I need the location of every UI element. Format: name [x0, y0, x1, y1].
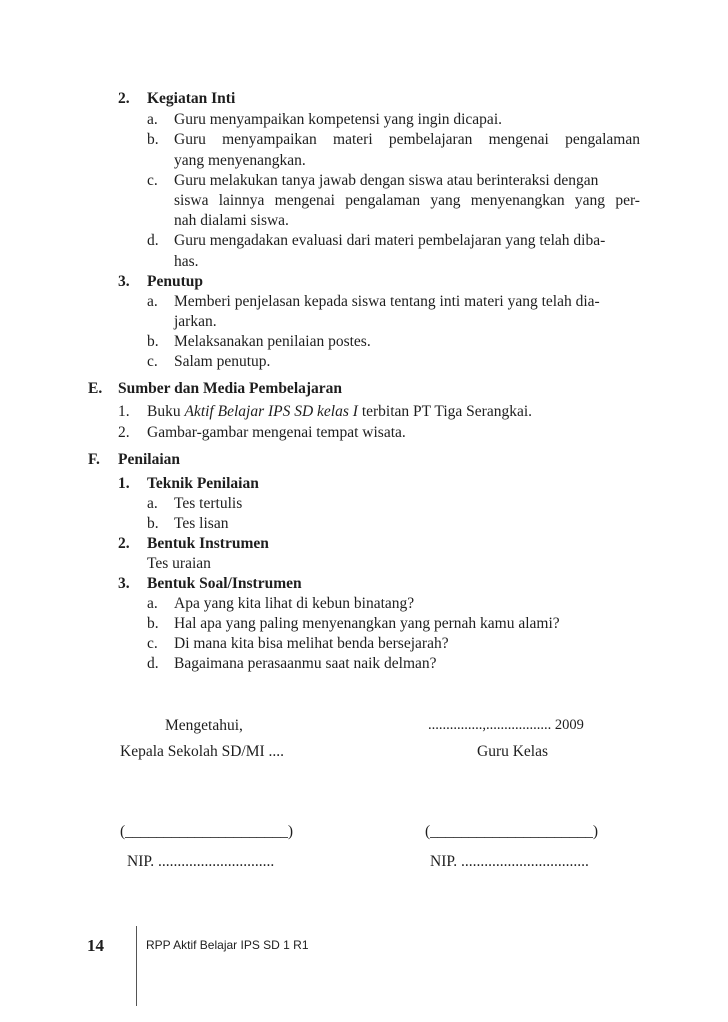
soal-item-d-letter: d. [147, 655, 159, 672]
word: mengenai [488, 131, 549, 148]
page-number: 14 [87, 936, 104, 955]
section-e-letter: E. [88, 380, 103, 397]
penutup-item-a-text: Memberi penjelasan kepada siswa tentang inti materi yang telah dia- [174, 293, 600, 310]
sumber-item-2-text: Gambar-gambar mengenai tempat wisata. [147, 424, 406, 441]
soal-number: 3. [118, 575, 130, 592]
word: menyenangkan [470, 192, 565, 209]
teknik-item-b-text: Tes lisan [174, 515, 229, 532]
signature-name-line-left: (_____________________) [120, 823, 294, 840]
word: per- [615, 192, 640, 209]
sumber-item-1-before: Buku [147, 403, 185, 420]
section-e-heading: Sumber dan Media Pembelajaran [118, 380, 343, 397]
bentuk-heading: Bentuk Instrumen [147, 535, 269, 552]
word: pengalaman [345, 192, 421, 209]
penutup-item-c-text: Salam penutup. [174, 353, 271, 370]
bentuk-text: Tes uraian [147, 555, 211, 572]
word: yang [430, 192, 461, 209]
word: siswa [174, 192, 209, 209]
soal-item-c-letter: c. [147, 635, 158, 652]
word: mengenai [274, 192, 335, 209]
signature-nip-right: NIP. ................................. [430, 853, 589, 870]
teknik-item-a-letter: a. [147, 495, 158, 512]
book-title: Aktif Belajar IPS SD kelas I [184, 403, 358, 420]
footer-title: RPP Aktif Belajar IPS SD 1 R1 [146, 938, 309, 952]
signature-date: ...............,.................. 2009 [428, 717, 584, 733]
soal-item-d-text: Bagaimana perasaanmu saat naik delman? [174, 655, 437, 672]
sumber-item-1-after: terbitan PT Tiga Serangkai. [357, 403, 533, 420]
inti-item-b-letter: b. [147, 131, 159, 148]
inti-item-b-text [174, 130, 640, 149]
penutup-number: 3. [118, 273, 130, 290]
soal-item-a-letter: a. [147, 595, 158, 612]
kegiatan-inti-number: 2. [118, 90, 130, 107]
inti-item-c-text-line3: nah dialami siswa. [174, 212, 289, 229]
inti-item-d-letter: d. [147, 232, 159, 249]
soal-item-c-text: Di mana kita bisa melihat benda bersejarah? [174, 635, 449, 652]
soal-item-b-text: Hal apa yang paling menyenangkan yang pernah kamu alami? [174, 615, 560, 632]
word: materi [333, 131, 373, 148]
signature-role-right: Guru Kelas [477, 743, 549, 760]
section-f-letter: F. [88, 451, 100, 468]
teknik-heading: Teknik Penilaian [147, 475, 259, 492]
penutup-item-a-text-line2: jarkan. [174, 313, 217, 330]
signature-name-line-right: (_____________________) [425, 823, 599, 840]
penutup-heading: Penutup [147, 273, 203, 290]
penutup-item-b-text: Melaksanakan penilaian postes. [174, 333, 371, 350]
inti-item-a-text: Guru menyampaikan kompetensi yang ingin dicapai. [174, 111, 502, 128]
word: lainnya [218, 192, 265, 209]
penutup-item-a-letter: a. [147, 293, 158, 310]
footer-divider [136, 926, 137, 1006]
section-f-heading: Penilaian [118, 451, 181, 468]
teknik-item-a-text: Tes tertulis [174, 495, 243, 512]
inti-item-c-letter: c. [147, 172, 158, 189]
inti-item-c-text: Guru melakukan tanya jawab dengan siswa atau berinteraksi dengan [174, 172, 599, 189]
word: Guru [174, 131, 206, 148]
word: pembelajaran [388, 131, 473, 148]
penutup-item-b-letter: b. [147, 333, 159, 350]
signature-intro: Mengetahui, [165, 717, 243, 734]
sumber-item-1-number: 1. [118, 403, 130, 420]
penutup-item-c-letter: c. [147, 353, 158, 370]
soal-heading: Bentuk Soal/Instrumen [147, 575, 302, 592]
teknik-number: 1. [118, 475, 130, 492]
signature-role-left: Kepala Sekolah SD/MI .... [120, 743, 285, 760]
signature-nip-left: NIP. .............................. [127, 853, 275, 870]
sumber-item-2-number: 2. [118, 424, 130, 441]
sumber-item-1-text [147, 402, 532, 421]
soal-item-a-text: Apa yang kita lihat di kebun binatang? [174, 595, 415, 612]
kegiatan-inti-heading: Kegiatan Inti [147, 90, 236, 107]
inti-item-d-text-line2: has. [174, 253, 199, 270]
word: yang [574, 192, 606, 209]
inti-item-d-text: Guru mengadakan evaluasi dari materi pembelajaran yang telah diba- [174, 232, 606, 249]
inti-item-b-text-line2: yang menyenangkan. [174, 152, 306, 169]
inti-item-c-text-line2 [174, 191, 640, 210]
word: pengalaman [565, 131, 640, 148]
word: menyampaikan [222, 131, 317, 148]
soal-item-b-letter: b. [147, 615, 159, 632]
inti-item-a-letter: a. [147, 111, 158, 128]
teknik-item-b-letter: b. [147, 515, 159, 532]
bentuk-number: 2. [118, 535, 130, 552]
